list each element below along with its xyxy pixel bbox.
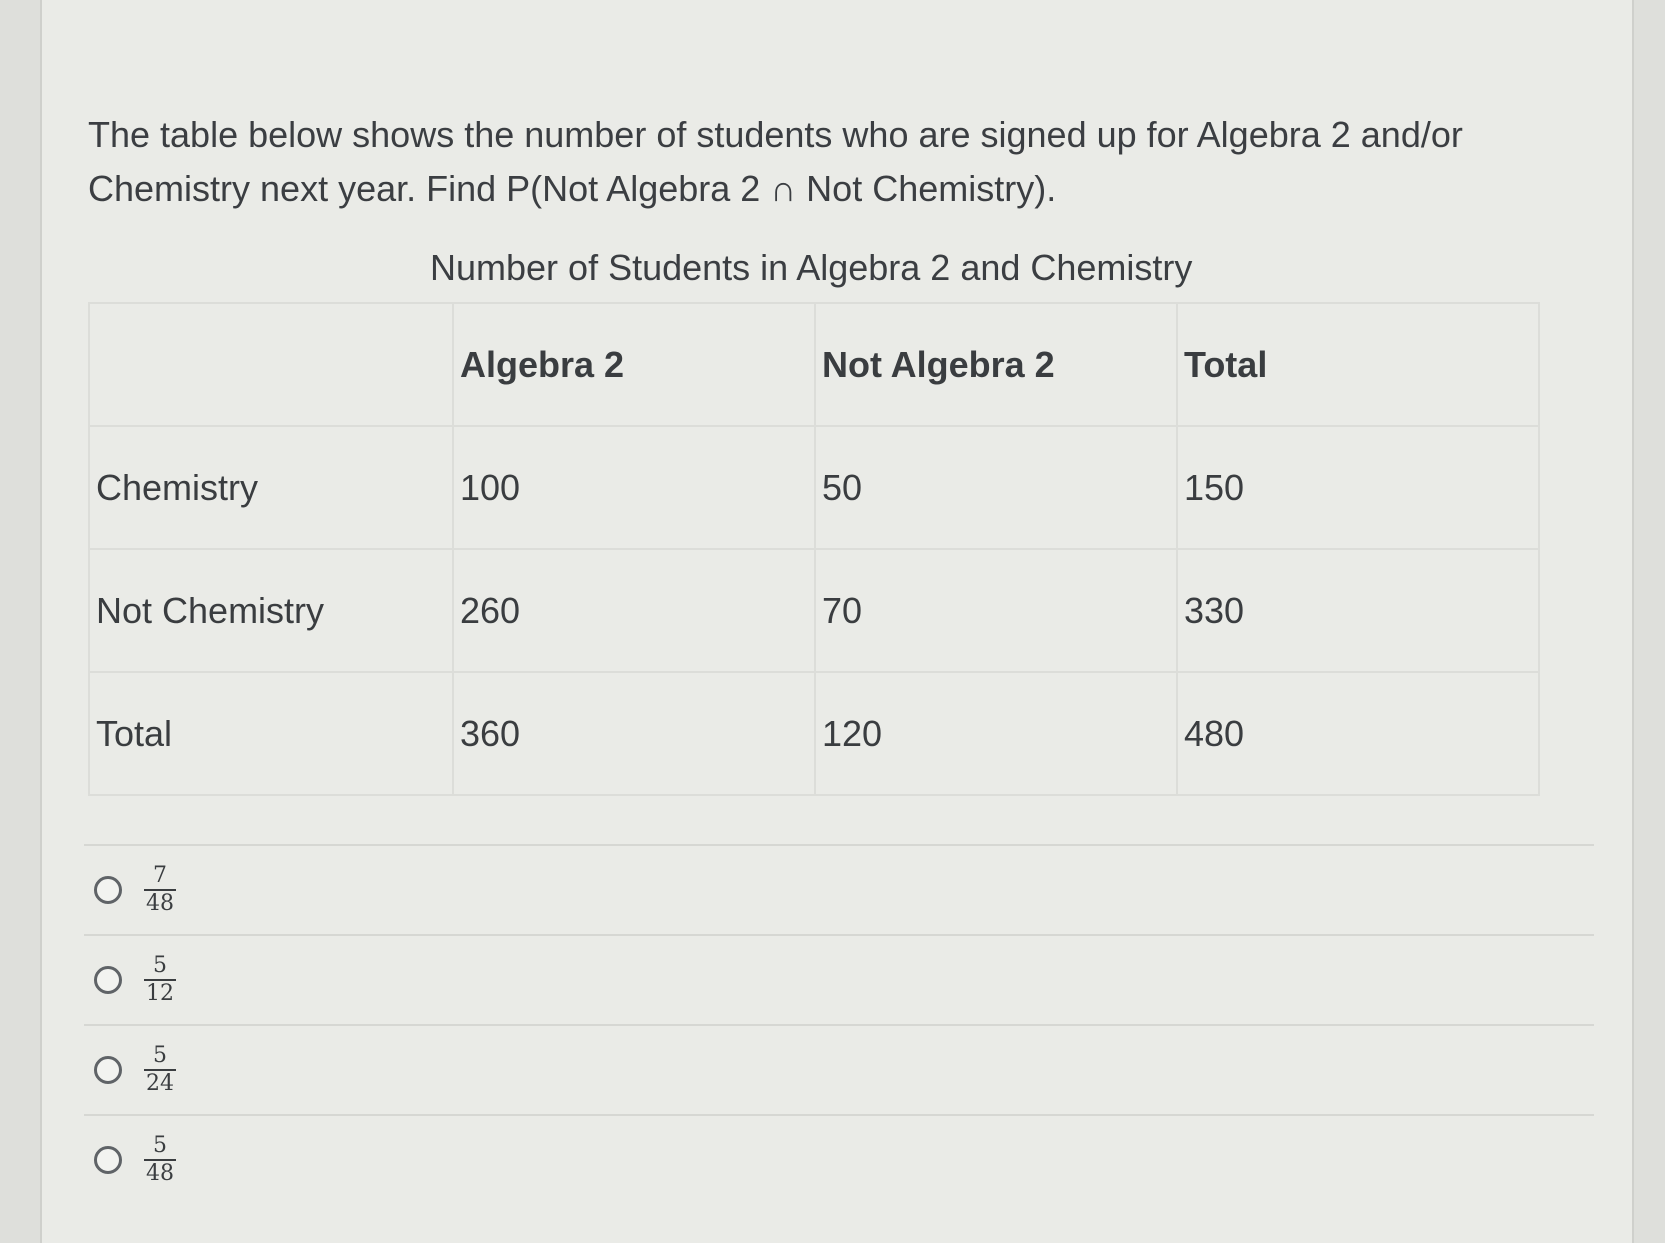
table-cell: 120 [815,672,1177,795]
table-cell: 50 [815,426,1177,549]
answer-choice[interactable] [84,1024,1594,1114]
numerator: 5 [153,953,167,978]
row-label: Chemistry [89,426,453,549]
header-cell: Not Algebra 2 [815,303,1177,426]
radio-button[interactable] [94,1056,122,1084]
answer-choice[interactable] [84,934,1594,1024]
denominator: 12 [146,981,174,1006]
table-row [89,426,1539,549]
radio-button[interactable] [94,1146,122,1174]
table-cell: 260 [453,549,815,672]
table-row [89,549,1539,672]
question-text: The table below shows the number of students who are signed up for Algebra 2 and/or Chemistry next year. Find P(Not Algebra 2 ∩ Not Chemistry). [88,114,1463,209]
denominator: 48 [146,891,174,916]
table-row [89,672,1539,795]
table-cell: 360 [453,672,815,795]
data-table [88,302,1540,796]
header-cell: Algebra 2 [453,303,815,426]
header-cell [89,303,453,426]
table-header-row [89,303,1539,426]
radio-button[interactable] [94,966,122,994]
table-cell: 70 [815,549,1177,672]
table-caption-text: Number of Students in Algebra 2 and Chemistry [430,247,1193,288]
fraction [144,1133,176,1187]
header-cell: Total [1177,303,1539,426]
answer-choice[interactable] [84,1114,1594,1204]
denominator: 24 [146,1071,174,1096]
row-label: Total [89,672,453,795]
answer-choice[interactable] [84,844,1594,934]
numerator: 7 [153,863,167,888]
answer-choices [84,844,1594,1204]
denominator: 48 [146,1161,174,1186]
numerator: 5 [153,1133,167,1158]
table-cell: 100 [453,426,815,549]
fraction [144,863,176,917]
radio-button[interactable] [94,876,122,904]
row-label: Not Chemistry [89,549,453,672]
table-cell: 150 [1177,426,1539,549]
fraction [144,953,176,1007]
numerator: 5 [153,1043,167,1068]
fraction [144,1043,176,1097]
table-cell: 330 [1177,549,1539,672]
table-cell: 480 [1177,672,1539,795]
